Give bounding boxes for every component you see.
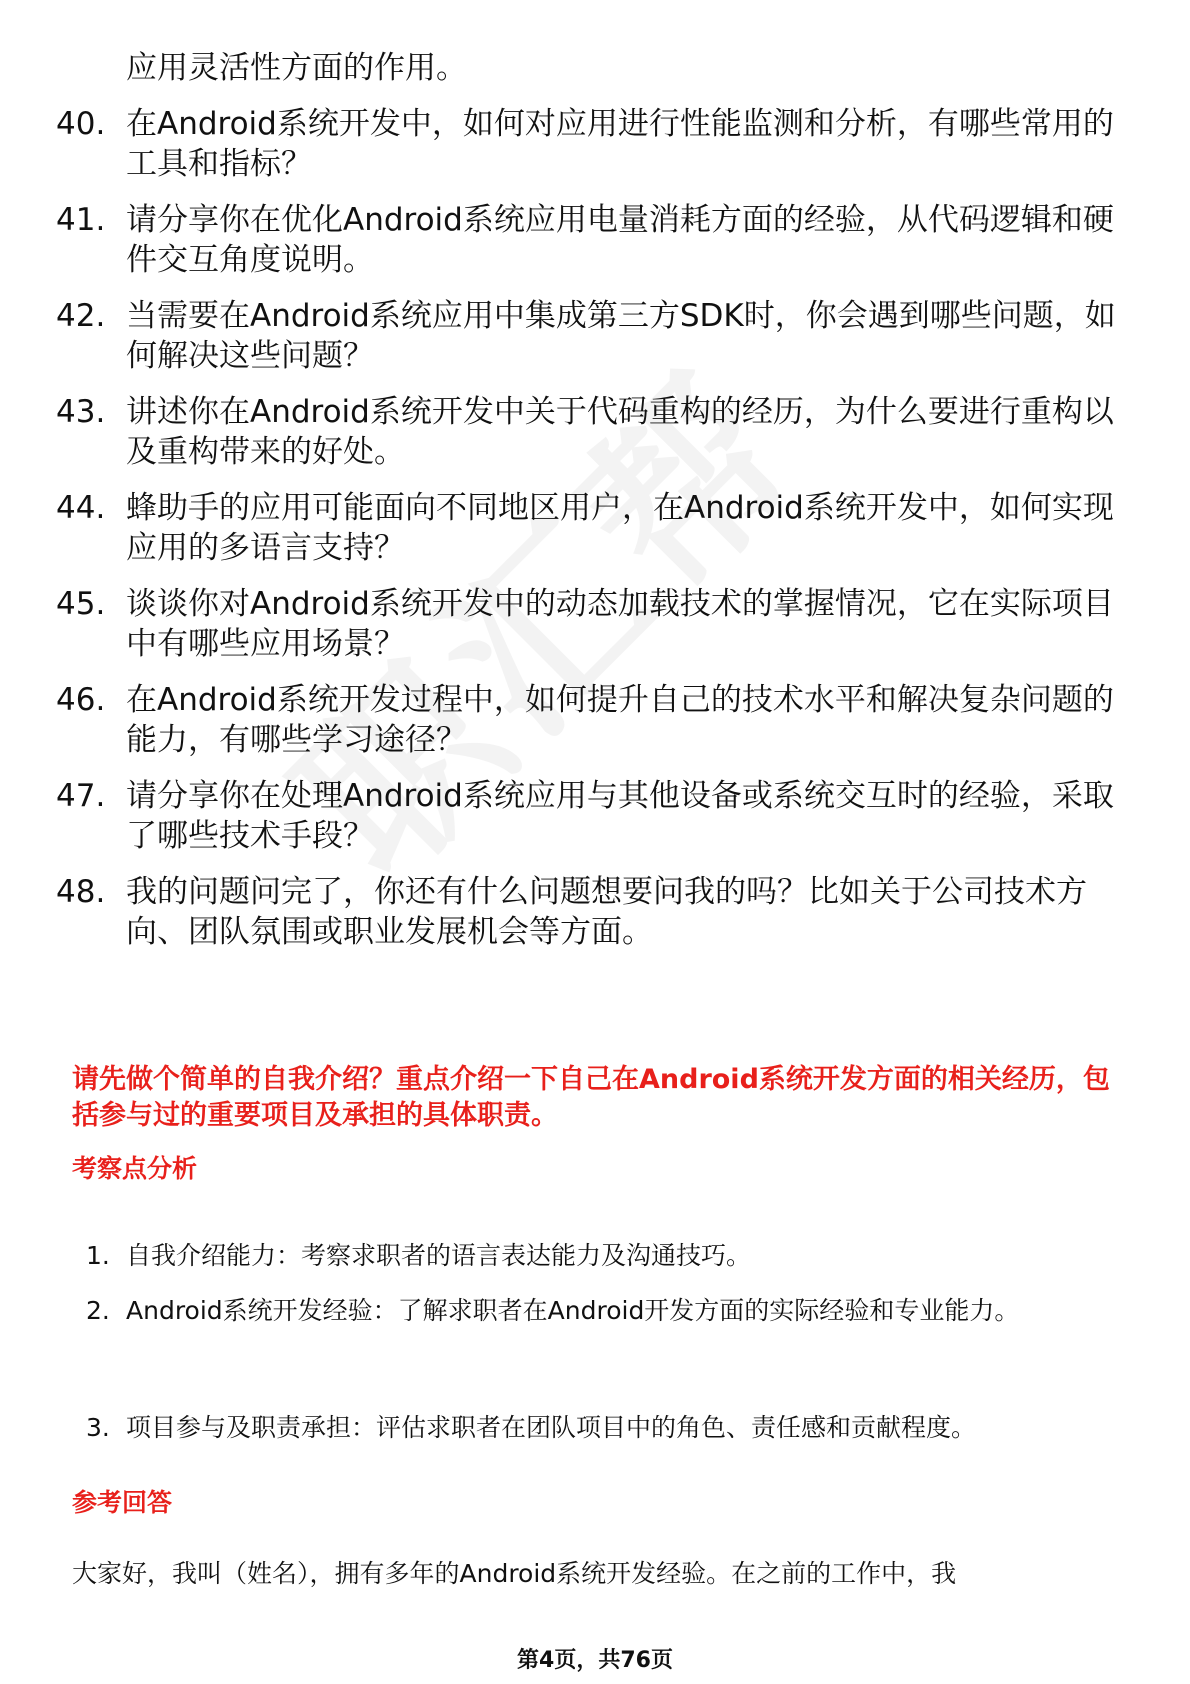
question-text: 在Android系统开发过程中，如何提升自己的技术水平和解决复杂问题的能力，有哪些学习途径？ <box>126 682 1114 758</box>
analysis-text: 自我介绍能力：考察求职者的语言表达能力及沟通技巧。 <box>126 1241 752 1270</box>
question-text: 我的问题问完了，你还有什么问题想要问我的吗？比如关于公司技术方向、团队氛围或职业发展机会等方面。 <box>126 874 1087 950</box>
question-text: 蜂助手的应用可能面向不同地区用户，在Android系统开发中，如何实现应用的多语言支持？ <box>126 490 1114 566</box>
analysis-text: Android系统开发经验：了解求职者在Android开发方面的实际经验和专业能力。 <box>126 1296 1020 1325</box>
reference-answer: 大家好，我叫（姓名），拥有多年的Android系统开发经验。在之前的工作中，我 <box>72 1559 957 1588</box>
question-text: 请分享你在处理Android系统应用与其他设备或系统交互时的经验，采取了哪些技术手段？ <box>126 778 1114 854</box>
question-number: 44. <box>56 490 106 526</box>
analysis-heading: 考察点分析 <box>72 1154 198 1183</box>
question-number: 42. <box>56 298 106 334</box>
question-number: 47. <box>56 778 106 814</box>
question-text: 当需要在Android系统应用中集成第三方SDK时，你会遇到哪些问题，如何解决这些问题？ <box>126 298 1116 374</box>
reference-heading: 参考回答 <box>72 1488 173 1517</box>
question-text: 在Android系统开发中，如何对应用进行性能监测和分析，有哪些常用的工具和指标？ <box>126 106 1114 182</box>
question-number: 40. <box>56 106 106 142</box>
question-text: 谈谈你对Android系统开发中的动态加载技术的掌握情况，它在实际项目中有哪些应用场景？ <box>126 586 1114 662</box>
question-number: 45. <box>56 586 106 622</box>
analysis-number: 1. <box>86 1241 110 1270</box>
question-number: 46. <box>56 682 106 718</box>
analysis-text: 项目参与及职责承担：评估求职者在团队项目中的角色、责任感和贡献程度。 <box>126 1413 977 1442</box>
interview-prompt: 请先做个简单的自我介绍？重点介绍一下自己在Android系统开发方面的相关经历，包括参与过的重要项目及承担的具体职责。 <box>72 1064 1110 1131</box>
question-number: 41. <box>56 202 106 238</box>
analysis-number: 2. <box>86 1296 110 1325</box>
analysis-number: 3. <box>86 1413 110 1442</box>
question-number: 48. <box>56 874 106 910</box>
question-continuation: 应用灵活性方面的作用。 <box>126 50 467 86</box>
question-text: 请分享你在优化Android系统应用电量消耗方面的经验，从代码逻辑和硬件交互角度说明。 <box>126 202 1114 278</box>
page-footer: 第4页，共76页 <box>517 1648 673 1673</box>
question-number: 43. <box>56 394 106 430</box>
question-text: 讲述你在Android系统开发中关于代码重构的经历，为什么要进行重构以及重构带来的好处。 <box>126 394 1114 470</box>
